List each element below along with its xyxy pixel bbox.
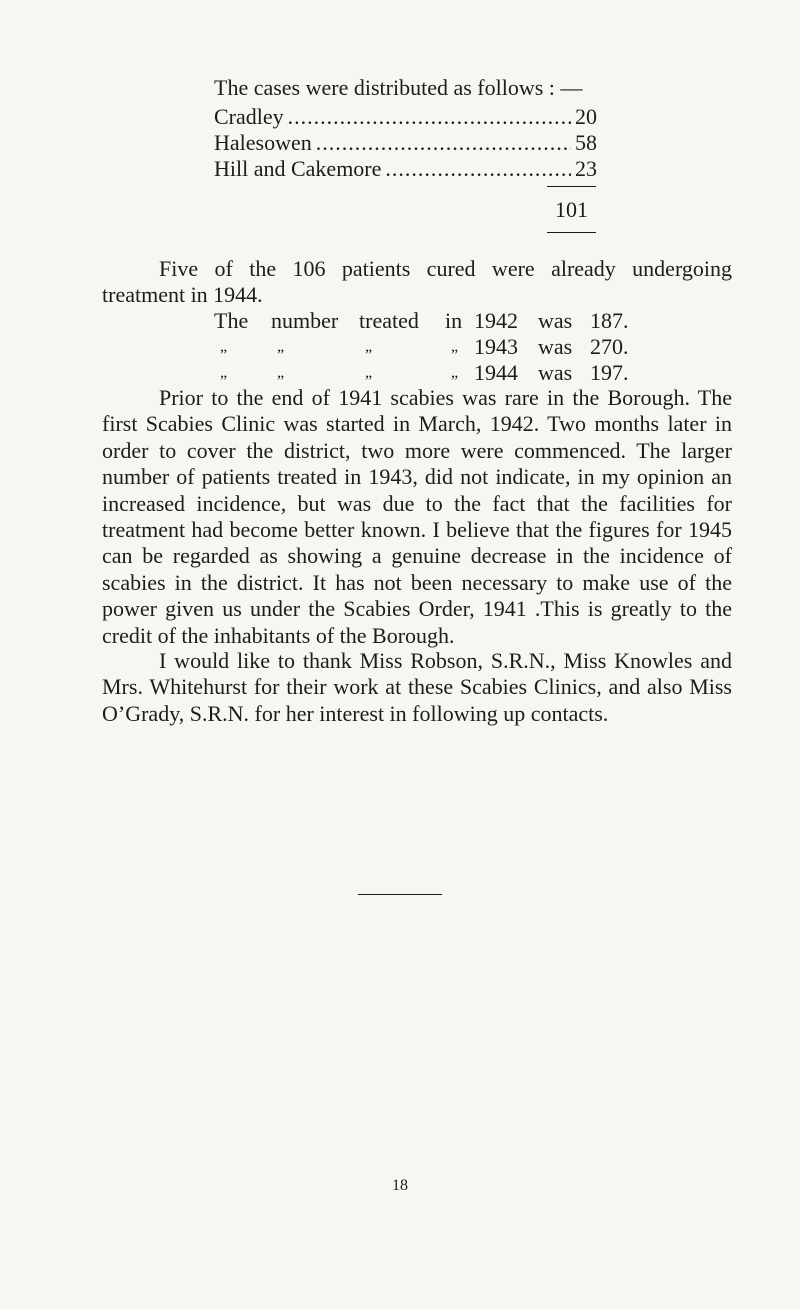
word-in: in	[445, 308, 463, 333]
treated-year: 1942	[474, 308, 518, 333]
dot-leader	[288, 104, 571, 130]
word-number: number	[271, 308, 339, 333]
district-name: Hill and Cakemore	[214, 156, 382, 181]
district-name: Cradley	[214, 104, 284, 129]
dot-leader	[316, 130, 571, 156]
word-was: was	[538, 334, 573, 359]
district-name: Halesowen	[214, 130, 312, 155]
ditto-mark: „	[451, 364, 459, 381]
treated-year: 1943	[474, 334, 518, 359]
ditto-mark: „	[365, 364, 373, 381]
treated-row	[214, 308, 630, 334]
paragraph-prior: Prior to the end of 1941 scabies was rare in the Borough. The first Scabies Clinic was started in March, 1942. Two months later in order to cover the district, two more were commenced. The larger number of patients treated in 1943, did not indicate, in my opinion an increased incidence, but was due to the fact that the facilities for treatment had become better known. I believe that the figures for 1945 can be regarded as showing a genuine decrease in the incidence of scabies in the district. It has not been necessary to make use of the power given us under the Scabies Order, 1941 .This is greatly to the credit of the inhabitants of the Borough.	[102, 385, 732, 648]
paragraph-thanks: I would like to thank Miss Robson, S.R.N., Miss Knowles and Mrs. Whitehurst for their work at these Scabies Clinics, and also Miss O’Grady, S.R.N. for her interest in following up contacts.	[102, 648, 732, 726]
page-number: 18	[392, 1177, 408, 1194]
ditto-mark: „	[365, 338, 373, 355]
word-the: The	[214, 308, 249, 333]
treated-row	[214, 360, 630, 386]
word-treated: treated	[359, 308, 419, 333]
treated-value: 270.	[590, 334, 629, 359]
dot-leader	[385, 156, 571, 182]
distribution-row	[214, 130, 597, 156]
treated-value: 197.	[590, 360, 629, 385]
word-was: was	[538, 308, 573, 333]
treated-table	[214, 308, 630, 386]
district-count: 58	[575, 130, 597, 155]
treated-year: 1944	[474, 360, 518, 385]
distribution-intro: The cases were distributed as follows : —	[214, 75, 583, 100]
distribution-row	[214, 156, 597, 182]
footer-rule	[358, 894, 442, 895]
total-rule-top	[547, 186, 596, 187]
district-count: 20	[575, 104, 597, 129]
district-count: 23	[575, 156, 597, 181]
treated-value: 187.	[590, 308, 629, 333]
ditto-mark: „	[277, 338, 285, 355]
ditto-mark: „	[277, 364, 285, 381]
distribution-total: 101	[555, 197, 588, 222]
word-was: was	[538, 360, 573, 385]
ditto-mark: „	[220, 364, 228, 381]
distribution-row	[214, 104, 597, 130]
ditto-mark: „	[220, 338, 228, 355]
treated-row	[214, 334, 630, 360]
total-rule-bottom	[547, 232, 596, 233]
distribution-table	[214, 104, 597, 182]
ditto-mark: „	[451, 338, 459, 355]
paragraph-five-patients: Five of the 106 patients cured were already undergoing treatment in 1944.	[102, 256, 732, 308]
